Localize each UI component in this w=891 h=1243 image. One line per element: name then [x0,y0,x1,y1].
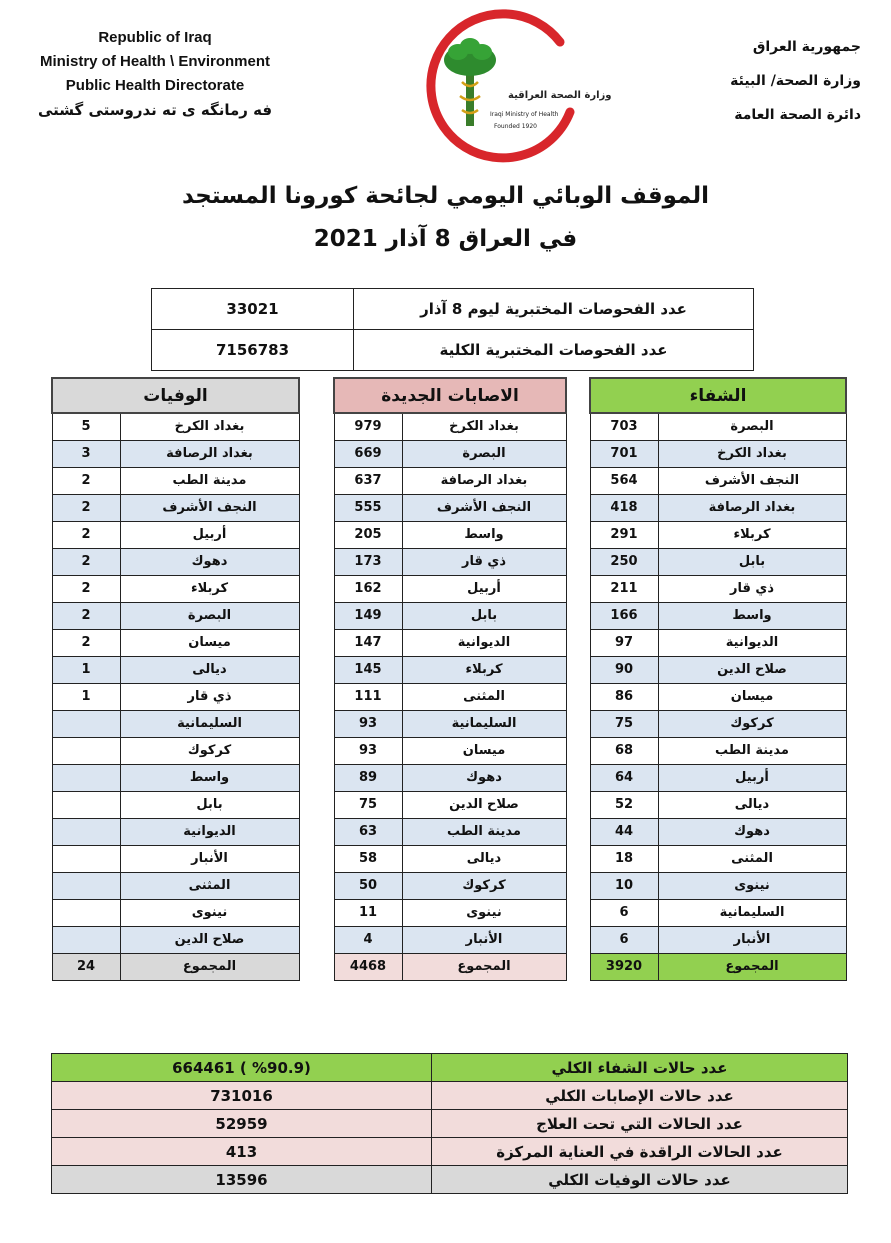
page-subtitle: في العراق 8 آذار 2021 [313,226,578,252]
recovery-governorate: واسط [658,602,846,629]
summary-table [51,1053,848,1194]
recovery-row [590,602,846,629]
summary-row [52,1110,848,1138]
deaths-row [52,818,299,845]
recovery-row [590,818,846,845]
summary-label: عدد الحالات الراقدة في العناية المركزة [432,1138,848,1166]
header-english [10,26,300,122]
recovery-row [590,710,846,737]
recovery-row [590,548,846,575]
recovery-value: 564 [590,467,658,494]
recovery-governorate: ذي قار [658,575,846,602]
cases-row [334,926,566,953]
cases-row [334,737,566,764]
cases-row [334,656,566,683]
cases-value: 162 [334,575,402,602]
recovery-value: 703 [590,413,658,440]
cases-total-label: المجموع [402,953,566,980]
cases-row [334,845,566,872]
deaths-governorate: الديوانية [120,818,299,845]
deaths-value [52,899,120,926]
recovery-value: 6 [590,899,658,926]
deaths-row [52,656,299,683]
summary-label: عدد حالات الشفاء الكلي [432,1054,848,1082]
deaths-total-label: المجموع [120,953,299,980]
cases-row [334,872,566,899]
deaths-governorate: بغداد الكرخ [120,413,299,440]
cases-governorate: أربيل [402,575,566,602]
deaths-governorate: كركوك [120,737,299,764]
cases-row [334,467,566,494]
cases-row [334,899,566,926]
deaths-governorate: دهوك [120,548,299,575]
deaths-row [52,926,299,953]
recovery-row [590,899,846,926]
cases-value: 75 [334,791,402,818]
deaths-governorate: واسط [120,764,299,791]
page-title: الموقف الوبائي اليومي لجائحة كورونا المستجد [181,183,709,209]
header-line: Republic of Iraq [98,29,212,46]
recovery-governorate: الأنبار [658,926,846,953]
cases-governorate: مدينة الطب [402,818,566,845]
summary-row [52,1138,848,1166]
cases-row [334,548,566,575]
summary-label: عدد حالات الإصابات الكلي [432,1082,848,1110]
recovery-table [589,377,847,981]
recovery-governorate: ميسان [658,683,846,710]
recovery-row [590,575,846,602]
cases-value: 58 [334,845,402,872]
deaths-row [52,494,299,521]
deaths-governorate: ميسان [120,629,299,656]
cases-governorate: السليمانية [402,710,566,737]
recovery-governorate: بابل [658,548,846,575]
cases-table [333,377,567,981]
deaths-row [52,629,299,656]
logo-graphic [410,12,612,152]
cases-value: 11 [334,899,402,926]
deaths-governorate: البصرة [120,602,299,629]
deaths-governorate: المثنى [120,872,299,899]
recovery-value: 6 [590,926,658,953]
tests-total-label: عدد الفحوصات المختبرية الكلية [354,330,754,371]
summary-value: 413 [52,1138,432,1166]
deaths-row [52,575,299,602]
deaths-governorate: السليمانية [120,710,299,737]
header-line: دائرة الصحة العامة [734,107,861,123]
deaths-governorate: النجف الأشرف [120,494,299,521]
cases-value: 145 [334,656,402,683]
cases-row [334,683,566,710]
deaths-value [52,926,120,953]
cases-value: 205 [334,521,402,548]
tests-total-value: 7156783 [152,330,354,371]
cases-row [334,818,566,845]
deaths-governorate: صلاح الدين [120,926,299,953]
deaths-row [52,467,299,494]
recovery-row [590,683,846,710]
recovery-total-row [590,953,846,980]
cases-governorate: الأنبار [402,926,566,953]
deaths-total-value: 24 [52,953,120,980]
deaths-row [52,845,299,872]
deaths-value: 2 [52,575,120,602]
deaths-value: 1 [52,683,120,710]
recovery-value: 166 [590,602,658,629]
deaths-governorate: مدينة الطب [120,467,299,494]
recovery-governorate: السليمانية [658,899,846,926]
recovery-governorate: المثنى [658,845,846,872]
tests-table [151,288,754,371]
recovery-row [590,737,846,764]
cases-value: 93 [334,710,402,737]
recovery-row [590,656,846,683]
cases-governorate: بغداد الكرخ [402,413,566,440]
recovery-value: 44 [590,818,658,845]
summary-label: عدد الحالات التي تحت العلاج [432,1110,848,1138]
cases-row [334,710,566,737]
summary-row [52,1166,848,1194]
deaths-table [51,377,300,981]
deaths-value: 2 [52,602,120,629]
tests-row [152,330,754,371]
recovery-value: 68 [590,737,658,764]
deaths-row [52,737,299,764]
recovery-governorate: دهوك [658,818,846,845]
logo-text-year: Founded 1920 [494,123,537,130]
tests-daily-value: 33021 [152,289,354,330]
header-line: جمهورية العراق [752,39,861,55]
deaths-value [52,845,120,872]
cases-governorate: ديالى [402,845,566,872]
recovery-row [590,791,846,818]
deaths-row [52,710,299,737]
cases-value: 111 [334,683,402,710]
cases-value: 93 [334,737,402,764]
header-arabic [730,30,861,132]
cases-value: 149 [334,602,402,629]
recovery-governorate: بغداد الرصافة [658,494,846,521]
cases-row [334,602,566,629]
cases-total-row [334,953,566,980]
tests-row [152,289,754,330]
deaths-row [52,764,299,791]
recovery-value: 90 [590,656,658,683]
deaths-value: 2 [52,494,120,521]
summary-value: 52959 [52,1110,432,1138]
header-line: Public Health Directorate [65,77,245,94]
deaths-row [52,413,299,440]
summary-value: 664461 ( %90.9) [52,1054,432,1082]
recovery-value: 18 [590,845,658,872]
cases-value: 147 [334,629,402,656]
recovery-row [590,467,846,494]
deaths-heading: الوفيات [52,378,299,413]
summary-row [52,1054,848,1082]
deaths-row [52,899,299,926]
recovery-total-value: 3920 [590,953,658,980]
deaths-row [52,872,299,899]
deaths-governorate: بغداد الرصافة [120,440,299,467]
cases-governorate: كركوك [402,872,566,899]
cases-value: 555 [334,494,402,521]
cases-value: 50 [334,872,402,899]
cases-governorate: دهوك [402,764,566,791]
deaths-value [52,764,120,791]
cases-governorate: ميسان [402,737,566,764]
header-line: فه رمانگه ی ته ندروستی گشتی [37,101,273,119]
recovery-governorate: نينوى [658,872,846,899]
cases-row [334,575,566,602]
recovery-row [590,845,846,872]
cases-row [334,764,566,791]
cases-row [334,791,566,818]
cases-row [334,494,566,521]
logo-text-ar: وزارة الصحة العراقية [508,90,612,101]
deaths-value: 2 [52,521,120,548]
recovery-governorate: البصرة [658,413,846,440]
cases-value: 4 [334,926,402,953]
cases-value: 173 [334,548,402,575]
deaths-governorate: ذي قار [120,683,299,710]
tests-daily-label: عدد الفحوصات المختبرية ليوم 8 آذار [354,289,754,330]
deaths-row [52,683,299,710]
deaths-row [52,791,299,818]
recovery-value: 418 [590,494,658,521]
recovery-value: 291 [590,521,658,548]
recovery-total-label: المجموع [658,953,846,980]
cases-governorate: بابل [402,602,566,629]
cases-row [334,413,566,440]
deaths-value: 5 [52,413,120,440]
deaths-governorate: ديالى [120,656,299,683]
deaths-value [52,872,120,899]
deaths-value [52,710,120,737]
deaths-row [52,548,299,575]
deaths-governorate: كربلاء [120,575,299,602]
recovery-governorate: النجف الأشرف [658,467,846,494]
cases-governorate: صلاح الدين [402,791,566,818]
recovery-heading: الشفاء [590,378,846,413]
deaths-value [52,791,120,818]
recovery-row [590,413,846,440]
cases-governorate: الديوانية [402,629,566,656]
cases-governorate: المثنى [402,683,566,710]
recovery-row [590,629,846,656]
deaths-value [52,737,120,764]
summary-value: 13596 [52,1166,432,1194]
deaths-value: 1 [52,656,120,683]
cases-row [334,440,566,467]
deaths-governorate: أربيل [120,521,299,548]
recovery-value: 701 [590,440,658,467]
deaths-row [52,602,299,629]
cases-governorate: ذي قار [402,548,566,575]
cases-governorate: نينوى [402,899,566,926]
summary-row [52,1082,848,1110]
deaths-row [52,440,299,467]
cases-governorate: بغداد الرصافة [402,467,566,494]
recovery-governorate: كربلاء [658,521,846,548]
cases-value: 637 [334,467,402,494]
cases-value: 89 [334,764,402,791]
recovery-row [590,926,846,953]
deaths-governorate: بابل [120,791,299,818]
recovery-row [590,872,846,899]
recovery-value: 64 [590,764,658,791]
recovery-value: 75 [590,710,658,737]
recovery-governorate: كركوك [658,710,846,737]
deaths-value: 3 [52,440,120,467]
cases-governorate: النجف الأشرف [402,494,566,521]
deaths-value [52,818,120,845]
recovery-value: 52 [590,791,658,818]
recovery-governorate: بغداد الكرخ [658,440,846,467]
deaths-value: 2 [52,629,120,656]
recovery-governorate: مدينة الطب [658,737,846,764]
header-line: وزارة الصحة/ البيئة [730,73,861,89]
cases-governorate: كربلاء [402,656,566,683]
cases-value: 979 [334,413,402,440]
recovery-governorate: الديوانية [658,629,846,656]
deaths-value: 2 [52,548,120,575]
cases-governorate: البصرة [402,440,566,467]
cases-heading: الاصابات الجديدة [334,378,566,413]
recovery-governorate: ديالى [658,791,846,818]
recovery-value: 211 [590,575,658,602]
recovery-governorate: صلاح الدين [658,656,846,683]
cases-governorate: واسط [402,521,566,548]
summary-label: عدد حالات الوفيات الكلي [432,1166,848,1194]
header-line: Ministry of Health \ Environment [39,53,271,70]
recovery-value: 97 [590,629,658,656]
deaths-total-row [52,953,299,980]
deaths-governorate: الأنبار [120,845,299,872]
recovery-row [590,494,846,521]
recovery-value: 86 [590,683,658,710]
recovery-value: 250 [590,548,658,575]
deaths-row [52,521,299,548]
recovery-row [590,764,846,791]
cases-row [334,521,566,548]
recovery-governorate: أربيل [658,764,846,791]
recovery-row [590,440,846,467]
deaths-governorate: نينوى [120,899,299,926]
cases-total-value: 4468 [334,953,402,980]
deaths-value: 2 [52,467,120,494]
cases-value: 63 [334,818,402,845]
logo-text-en: Iraqi Ministry of Health [490,111,559,118]
ministry-logo [410,12,612,152]
recovery-row [590,521,846,548]
cases-value: 669 [334,440,402,467]
cases-row [334,629,566,656]
summary-value: 731016 [52,1082,432,1110]
recovery-value: 10 [590,872,658,899]
